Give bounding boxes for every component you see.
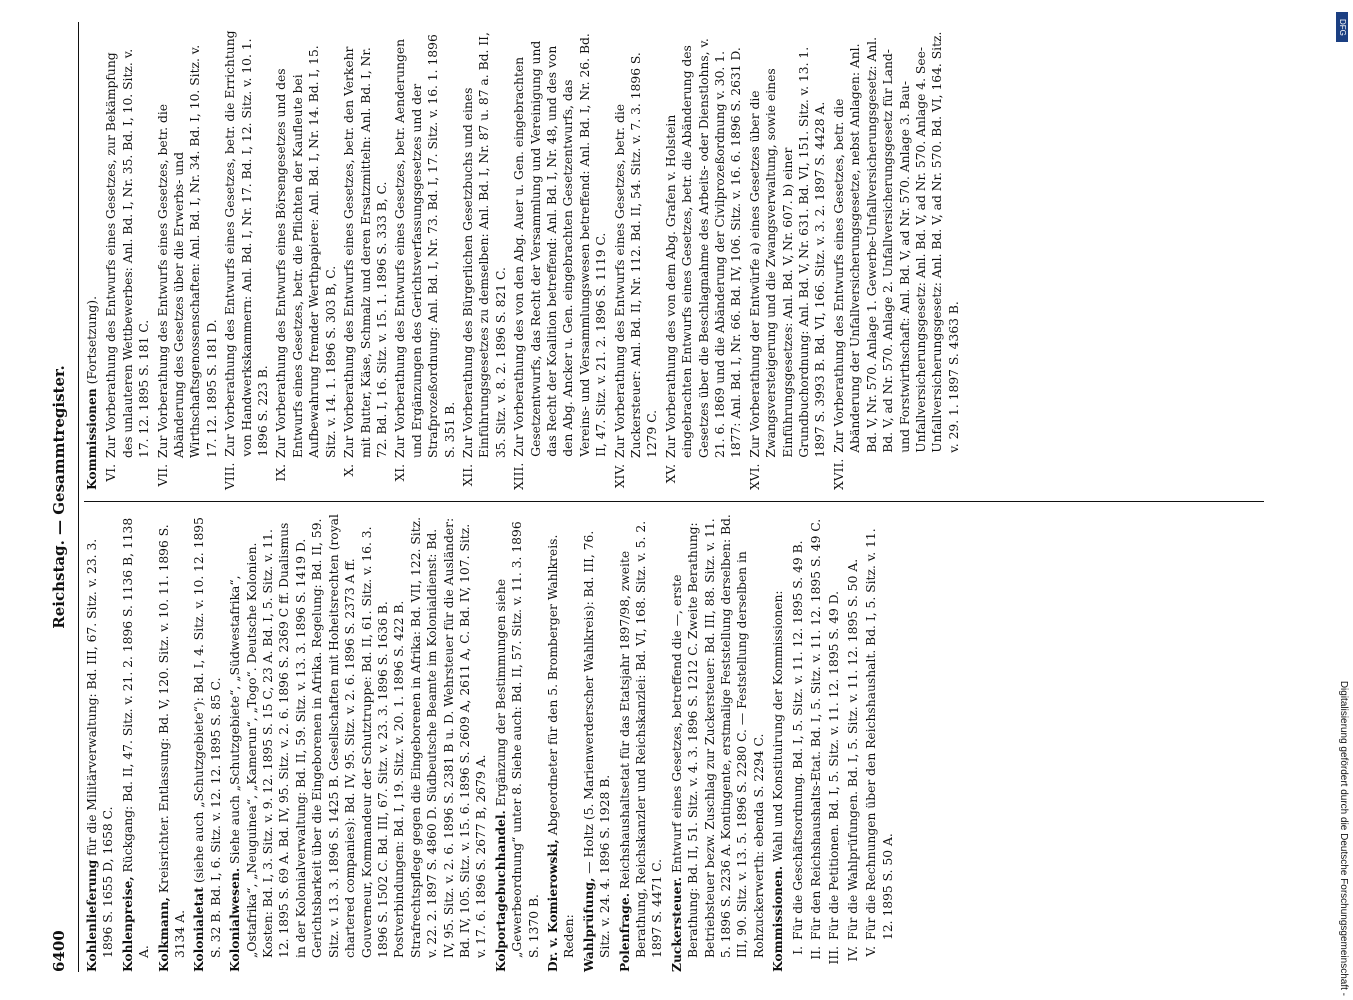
heading-lead: Kommissionen — [84, 388, 99, 490]
entry-text: Kreisrichter. Entlassung: Bd. V, 120. Sitz. v. 10. 11. 1896 S. 3134 A. — [156, 524, 188, 958]
entry-lead: Kolonialwesen. — [227, 867, 243, 972]
commission-item — [845, 512, 861, 972]
commission-text: Zur Vorberathung des Bürgerlichen Gesetzbuchs und eines Einführungsgesetzes zu demselben: Anl. Bd. I, Nr. 87 u. 87 a. Bd. II, 35. Sitz. v. 8. 2. 1896 S. 821 C. — [460, 32, 508, 458]
commission-number: II. — [809, 946, 824, 960]
commission-item — [392, 30, 458, 490]
commission-number: XI. — [393, 464, 408, 482]
index-entry — [581, 512, 614, 972]
commission-text: Zur Vorberathung des Entwurfs eines Gesetzes, betr. den Verkehr mit Butter, Käse, Schmalz und deren Ersatzmitteln: Anl. Bd. I, Nr. 72. Bd. I, 16. Sitz. v. 15. 1. 1896 S. 333 B, C. — [342, 46, 389, 458]
right-column — [84, 30, 964, 490]
running-title: Reichstag. — Gesammtregister. — [50, 365, 68, 629]
commission-item — [222, 30, 271, 490]
index-entry — [120, 512, 153, 972]
commission-text: Für den Reichshaushalts-Etat. Bd. I, 5. Sitz. v. 11. 12. 1895 S. 49 C. — [809, 518, 824, 940]
entry-text: Ergänzung der Bestimmungen siehe „Gewerbeordnung“ unter 8. Siehe auch: Bd. II, 57. Sitz. v. 11. 3. 1896 S. 1370 B. — [493, 521, 541, 958]
commission-item — [663, 30, 745, 490]
commission-text: Zur Vorberathung des Entwurfs eines Gesetzes, betr. die Zuckersteuer: Anl. Bd. II, Nr. 112. Bd. II, 54. Sitz. v. 7. 3. 1896 S. 1279 C. — [612, 52, 660, 458]
commission-item — [826, 512, 842, 972]
commission-text: Zur Vorberathung der Entwürfe a) eines Gesetzes über die Zwangsversteigerung und die Zwangsverwaltung, sowie eines Einführungsgesetzes: Anl. Bd. V, Nr. 607. b) einer Grundbuchordnung: Anl. Bd. V, Nr. 631. Bd. VI, 151. Sitz. v. 13. 1. 1897 S. 3993 B. Bd. VI, 166. Sitz. v. 3. 2. 1897 S. 4428 A. — [747, 46, 828, 458]
commission-text: Für die Wahlprüfungen. Bd. I, 5. Sitz. v. 11. 12. 1895 S. 50 A. — [845, 558, 860, 940]
commission-text: Für die Rechnungen über den Reichshaushalt. Bd. I, 5. Sitz. v. 11. 12. 1895 S. 50 A. — [864, 528, 895, 940]
index-entry — [227, 512, 490, 972]
commission-text: Zur Vorberathung des Entwurfs eines Gesetzes, zur Bekämpfung des unlauteren Wettbewerbes: Anl. Bd. I, Nr. 35. Bd. I, 10. Sitz. v. 17. 12. 1895 S. 181 C. — [104, 48, 152, 458]
page-header — [50, 22, 74, 972]
commission-number: XII. — [460, 464, 475, 487]
header-rule — [78, 22, 79, 972]
dfg-sidebar — [1335, 6, 1349, 996]
entry-text: Abgeordneter für den 5. Bromberger Wahlkreis. Reden: — [545, 534, 577, 958]
entry-text: für die Militärverwaltung: Bd. III, 67. Sitz. v. 23. 3. 1896 S. 1655 D, 1658 C. — [85, 538, 116, 958]
commission-number: XV. — [663, 464, 678, 484]
entry-lead: Zuckersteuer. — [668, 876, 684, 972]
commission-item — [790, 512, 806, 972]
commission-number: XVII. — [831, 458, 846, 490]
index-entry — [156, 512, 189, 972]
entry-text: Entwurf eines Gesetzes, betreffend die —, erste Berathung: Bd. II, 51. Sitz. v. 4. 3. 1896 S. 1212 C. Zweite Berathung: Betriebsteuer bezw. Zuschlag zur Zuckersteuer: Bd. III, 88. Sitz. v. 11. 5. 1896 S. 2236 A. Kontingente, erstmalige Feststellung derselben: Bd. III, 90. Sitz. v. 13. 5. 1896 S. 2280 C. — Feststellung derselben in Rohzuckerwerth: ebenda S. 2294 C. — [669, 514, 766, 958]
entry-text: Wahl und Konstituirung der Kommissionen: — [771, 590, 786, 863]
entry-lead: Dr. v. Komierowski, — [544, 839, 560, 972]
commission-number: XVI. — [747, 463, 762, 490]
commission-item — [863, 512, 896, 972]
index-entry — [770, 512, 786, 972]
commission-number: VII. — [155, 464, 170, 487]
commission-number: IX. — [274, 464, 289, 482]
commission-number: XIII. — [512, 462, 527, 490]
index-entry — [617, 512, 666, 972]
index-entry — [493, 512, 542, 972]
commission-item — [612, 30, 661, 490]
commission-number: III. — [827, 946, 842, 965]
commission-text: Zur Vorberathung des Entwurfs eines Gesetzes, betr. die Errichtung von Handwerkskammern: Anl. Bd. I, Nr. 17. Bd. I, 12. Sitz. v. 10. 1. 1896 S. 223 B. — [223, 30, 271, 457]
commission-number: IV. — [845, 946, 860, 962]
commission-item — [155, 30, 221, 490]
dfg-logo-icon: DFG — [1336, 12, 1348, 42]
heading-rest: (Fortsetzung). — [85, 296, 99, 385]
column-divider — [84, 501, 1264, 502]
commission-number: X. — [342, 464, 357, 477]
commission-item — [341, 30, 390, 490]
index-entry — [84, 512, 117, 972]
commission-item — [460, 30, 509, 490]
commission-item — [273, 30, 339, 490]
entry-lead: Kohlenlieferung — [84, 859, 99, 972]
commission-text: Zur Vorberathung des von den Abg. Auer u. Gen. eingebrachten Gesetzentwurfs, das Recht der Versammlung und Vereinigung und das Recht der Koalition betreffend: Anl. Bd. I, Nr. 48, und des von den Abg. Ancker u. Gen. eingebrachten Gesetzentwurfs, das Vereins- und Versammlungswesen betreffend: Anl. Bd. I, Nr. 26. Bd. II, 47. Sitz. v. 21. 2. 1896 S. 1119 C. — [512, 33, 609, 457]
commission-item — [808, 512, 824, 972]
commission-item — [747, 30, 829, 490]
entry-lead: Polenfrage. — [616, 893, 632, 972]
commission-item — [103, 30, 152, 490]
page-number: 6400 — [50, 930, 68, 972]
entry-lead: Kolonialetat — [191, 887, 207, 972]
commission-text: Zur Vorberathung des von dem Abg. Grafen v. Holstein eingebrachten Entwurfs eines Gesetzes, betr. die Abänderung des Gesetzes über die Beschlagnahme des Arbeits- oder Dienstlohns, v. 21. 6. 1869 und die Abänderung der Civilprozeßordnung v. 30. 1. 1877: Anl. Bd. I, Nr. 66. Bd. IV, 106. Sitz. v. 16. 6. 1896 S. 2631 D. — [663, 38, 744, 458]
entry-lead: Kolportagebuchhandel. — [492, 810, 508, 972]
commission-number: XIV. — [612, 464, 627, 489]
commission-text: Zur Vorberathung des Entwurfs eines Gesetzes, betr. Aenderungen und Ergänzungen des Gerichtsverfassungsgesetzes und der Strafprozeßordnung: Anl. Bd. I, Nr. 73. Bd. I, 17. Sitz. v. 16. 1. 1896 S. 351 B. — [393, 34, 457, 458]
commission-text: Für die Geschäftsordnung. Bd. I, 5. Sitz. v. 11. 12. 1895 S. 49 B. — [790, 540, 805, 940]
commission-text: Zur Vorberathung des Entwurfs eines Gesetzes, betr. die Abänderung des Gesetzes über die Erwerbs- und Wirthschaftsgenossenschaften: Anl. Bd. I, Nr. 34. Bd. I, 10. Sitz. v. 17. 12. 1895 S. 181 D. — [155, 44, 219, 458]
commission-item — [511, 30, 609, 490]
commission-number: I. — [790, 946, 805, 955]
commission-number: V. — [864, 946, 879, 957]
commission-text: Für die Petitionen. Bd. I, 5. Sitz. v. 11. 12. 1895 S. 49 D. — [827, 590, 842, 940]
commission-item — [831, 30, 962, 490]
commission-number: VIII. — [223, 462, 238, 490]
commission-number: VI. — [104, 464, 119, 482]
index-entry — [191, 512, 224, 972]
commission-text: Zur Vorberathung des Entwurfs eines Gesetzes, betr. die Abänderung der Unfallversicherungsgesetze, nebst Anlagen: Anl. Bd. V, Nr. 570. Anlage 1. Gewerbe-Unfallversicherungsgesetz: Anl. Bd. V, ad Nr. 570. Anlage 2. Unfallversicherungsgesetz für Land- und Forstwirthschaft: Anl. Bd. V, ad Nr. 570. Anlage 3. Bau-Unfallversicherungsgesetz: Anl. Bd. V, ad Nr. 570. Anlage 4. See-Unfallversicherungsgesetz: Anl. Bd. V, ad Nr. 570. Bd. VI, 164. Sitz. v. 29. 1. 1897 S. 4363 B. — [831, 31, 961, 453]
entry-text: (siehe auch „Schutzgebiete“): Bd. I, 4. Sitz. v. 10. 12. 1895 S. 32 B. Bd. I, 6. Sitz. v. 12. 12. 1895 S. 85 C. — [192, 517, 223, 958]
left-column — [84, 512, 898, 972]
commission-text: Zur Vorberathung des Entwurfs eines Börsengesetzes und des Entwurfs eines Gesetzes, betr. die Pflichten der Kaufleute bei Aufbewahrung fremder Werthpapiere: Anl. Bd. I, Nr. 14. Bd. I, 15. Sitz. v. 14. 1. 1896 S. 303 B, C. — [274, 45, 338, 458]
entry-text: Siehe auch „Schutzgebiete“, „Südwestafrika“, „Ostafrika“, „Neuguinea“, „Kamerun“, „Togo“. Deutsche Kolonien. Kosten: Bd. I, 3. Sitz. v. 9. 12. 1895 S. 15 C, 23 A. Bd. I, 5. Sitz. v. 11. 12. 1895 S. 69 A. Bd. IV, 95. Sitz. v. 2. 6. 1896 S. 2369 C ff. Dualismus in der Kolonialverwaltung: Bd. II, 59. Sitz. v. 13. 3. 1896 S. 1419 D. Gerichtsbarkeit über die Eingeborenen in Afrika. Regelung: Bd. II, 59. Sitz. v. 13. 3. 1896 S. 1425 B. Gesellschaften mit Hoheitsrechten (royal chartered companies): Bd. IV, 95. Sitz. v. 2. 6. 1896 S. 2373 A ff. Gouverneur, Kommandeur der Schutztruppe: Bd. II, 61. Sitz. v. 16. 3. 1896 S. 1502 C. Bd. III, 67. Sitz. v. 23. 3. 1896 S. 1636 B. Postverbindungen: Bd. I, 19. Sitz. v. 20. 1. 1896 S. 422 B. Strafrechtspflege gegen die Eingeborenen in Afrika: Bd. VII, 122. Sitz. v. 22. 2. 1897 S. 4860 D. Südbeutsche Beamte im Kolonialdienst: Bd. IV, 95. Sitz. v. 2. 6. 1896 S. 2381 B u. D. Wehrsteuer für die Ausländer: Bd. IV, 105. Sitz. v. 15. 6. 1896 S. 2609 A, 2611 A, C. Bd. IV, 107. Sitz. v. 17. 6. 1896 S. 2677 B, 2679 A. — [228, 514, 489, 958]
entry-text: Reichshaushaltsetat für das Etatsjahr 1897/98, zweite Berathung, Reichskanzler und Reichskanzlei: Bd. VI, 168. Sitz. v. 5. 2. 1897 S. 4471 C. — [617, 520, 665, 958]
entry-text: Rückgang: Bd. II, 47. Sitz. v. 21. 2. 1896 S. 1136 B, 1138 A. — [120, 517, 152, 958]
entry-lead: Kolkmann, — [155, 897, 171, 972]
entry-lead: Kommissionen. — [770, 865, 786, 972]
index-entry — [669, 512, 767, 972]
digitization-note: Digitalisierung gefördert durch die Deutsche Forschungsgemeinschaft - — [1338, 680, 1349, 996]
index-entry — [545, 512, 578, 972]
continuation-heading — [84, 30, 100, 490]
entry-lead: Kohlenpreise, — [119, 876, 135, 972]
entry-text: — Holtz (5. Marienwerderscher Wahlkreis): Bd. III, 76. Sitz. v. 24. 4. 1896 S. 1928 B. — [581, 530, 613, 958]
entry-lead: Wahlprüfung, — [580, 877, 596, 972]
